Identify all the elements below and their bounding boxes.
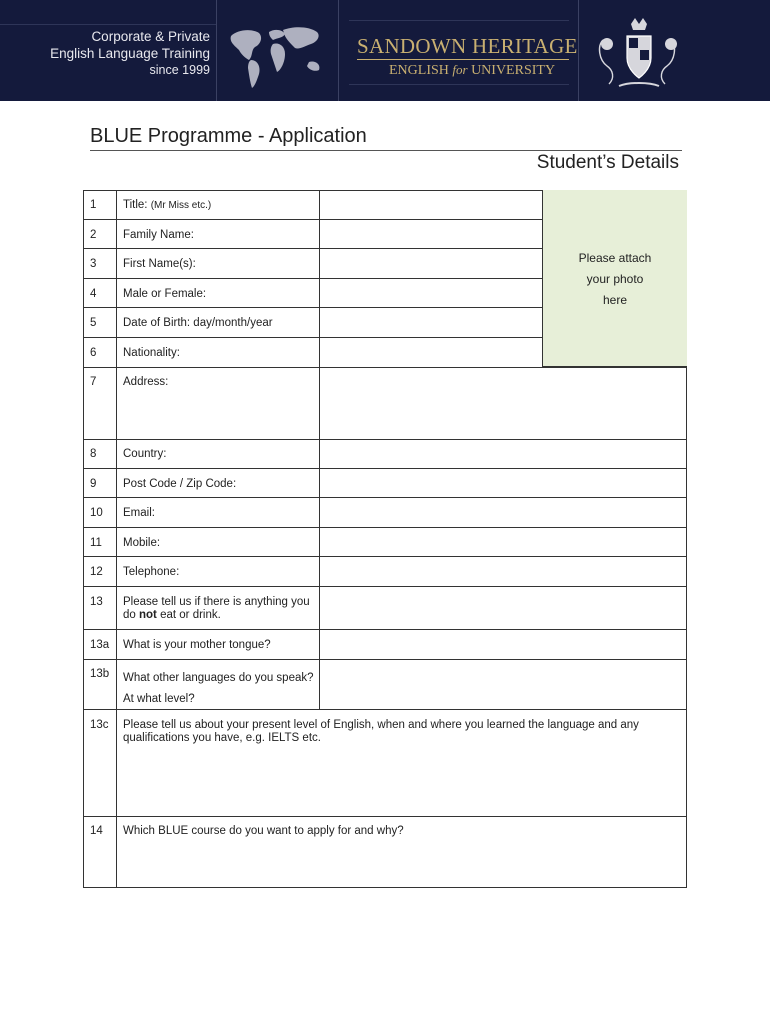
row-number: 6	[90, 347, 97, 359]
tagline-panel	[0, 0, 216, 101]
other-languages-field[interactable]	[320, 660, 686, 709]
country-field[interactable]	[320, 440, 686, 468]
header-banner	[0, 0, 770, 101]
world-map-icon	[217, 0, 339, 101]
row-number: 13b	[90, 668, 110, 680]
nationality-label: Nationality:	[123, 347, 180, 359]
date-of-birth-label: Date of Birth: day/month/year	[123, 317, 273, 329]
title-field[interactable]	[320, 191, 541, 219]
brand-panel	[338, 0, 579, 101]
brand-sub-english: ENGLISH	[389, 63, 449, 78]
family-name-label: Family Name:	[123, 229, 194, 241]
photo-line3: here	[602, 293, 628, 307]
photo-line1: Please attach	[578, 251, 652, 265]
photo-line2: your photo	[586, 272, 644, 286]
first-name-label: First Name(s):	[123, 258, 196, 270]
brand-subtitle	[389, 62, 555, 79]
english-level-label: Please tell us about your present level of English, when and where you learned the language and any qualifications you have, e.g. IELTS etc.	[123, 719, 639, 744]
mother-tongue-field[interactable]	[320, 630, 686, 659]
tagline-line3: since 1999	[149, 63, 210, 77]
brand-divider	[357, 59, 569, 60]
title-hint: (Mr Miss etc.)	[150, 200, 212, 211]
mobile-label: Mobile:	[123, 537, 161, 549]
row-number: 10	[90, 507, 103, 519]
row-number: 7	[90, 376, 97, 388]
mother-tongue-label: What is your mother tongue?	[123, 639, 271, 651]
row-number: 9	[90, 478, 97, 490]
email-label: Email:	[123, 507, 155, 519]
row-number: 13c	[90, 719, 109, 731]
row-number: 4	[90, 288, 97, 300]
course-choice-label: Which BLUE course do you want to apply for and why?	[123, 825, 404, 837]
brand-name: SANDOWN HERITAGE	[357, 34, 578, 58]
gender-field[interactable]	[320, 279, 541, 307]
country-label: Country:	[123, 448, 167, 460]
crest-icon	[579, 0, 770, 101]
gender-label: Male or Female:	[123, 288, 207, 300]
dietary-field[interactable]	[320, 587, 686, 629]
section-subtitle: Student’s Details	[536, 152, 679, 173]
row-number: 12	[90, 566, 103, 578]
mobile-field[interactable]	[320, 528, 686, 556]
family-name-field[interactable]	[320, 220, 541, 248]
other-languages-label: What other languages do you speak? At what level?	[123, 672, 314, 705]
row-number: 13	[90, 596, 103, 608]
address-label: Address:	[123, 376, 169, 388]
dietary-label: Please tell us if there is anything you do not eat or drink.	[123, 596, 310, 621]
row-number: 2	[90, 229, 97, 241]
course-choice-field[interactable]	[117, 842, 686, 887]
title-divider	[90, 150, 682, 151]
date-of-birth-field[interactable]	[320, 308, 541, 337]
row-number: 8	[90, 448, 97, 460]
tagline-line1: Corporate & Private	[91, 29, 210, 44]
row-number: 11	[90, 537, 102, 549]
telephone-field[interactable]	[320, 557, 686, 586]
page-title: BLUE Programme - Application	[90, 125, 367, 147]
tagline-line2: English Language Training	[50, 46, 210, 61]
first-name-field[interactable]	[320, 249, 541, 278]
world-map-panel	[216, 0, 339, 101]
post-code-label: Post Code / Zip Code:	[123, 478, 237, 490]
title-label: Title: (Mr Miss etc.)	[123, 199, 212, 211]
nationality-field[interactable]	[320, 338, 541, 367]
brand-sub-for: for	[452, 62, 468, 77]
email-field[interactable]	[320, 498, 686, 527]
row-divider	[83, 816, 687, 817]
photo-instructions	[543, 248, 687, 311]
row-number: 14	[90, 825, 103, 837]
row-number: 3	[90, 258, 97, 270]
row-number: 13a	[90, 639, 110, 651]
address-field[interactable]	[320, 368, 686, 439]
row-number: 5	[90, 317, 97, 329]
english-level-field[interactable]	[117, 748, 686, 815]
crest-panel	[578, 0, 770, 101]
photo-upload-box[interactable]	[542, 190, 687, 367]
telephone-label: Telephone:	[123, 566, 180, 578]
brand-sub-university: UNIVERSITY	[471, 63, 556, 78]
row-number: 1	[90, 199, 97, 211]
post-code-field[interactable]	[320, 469, 686, 497]
